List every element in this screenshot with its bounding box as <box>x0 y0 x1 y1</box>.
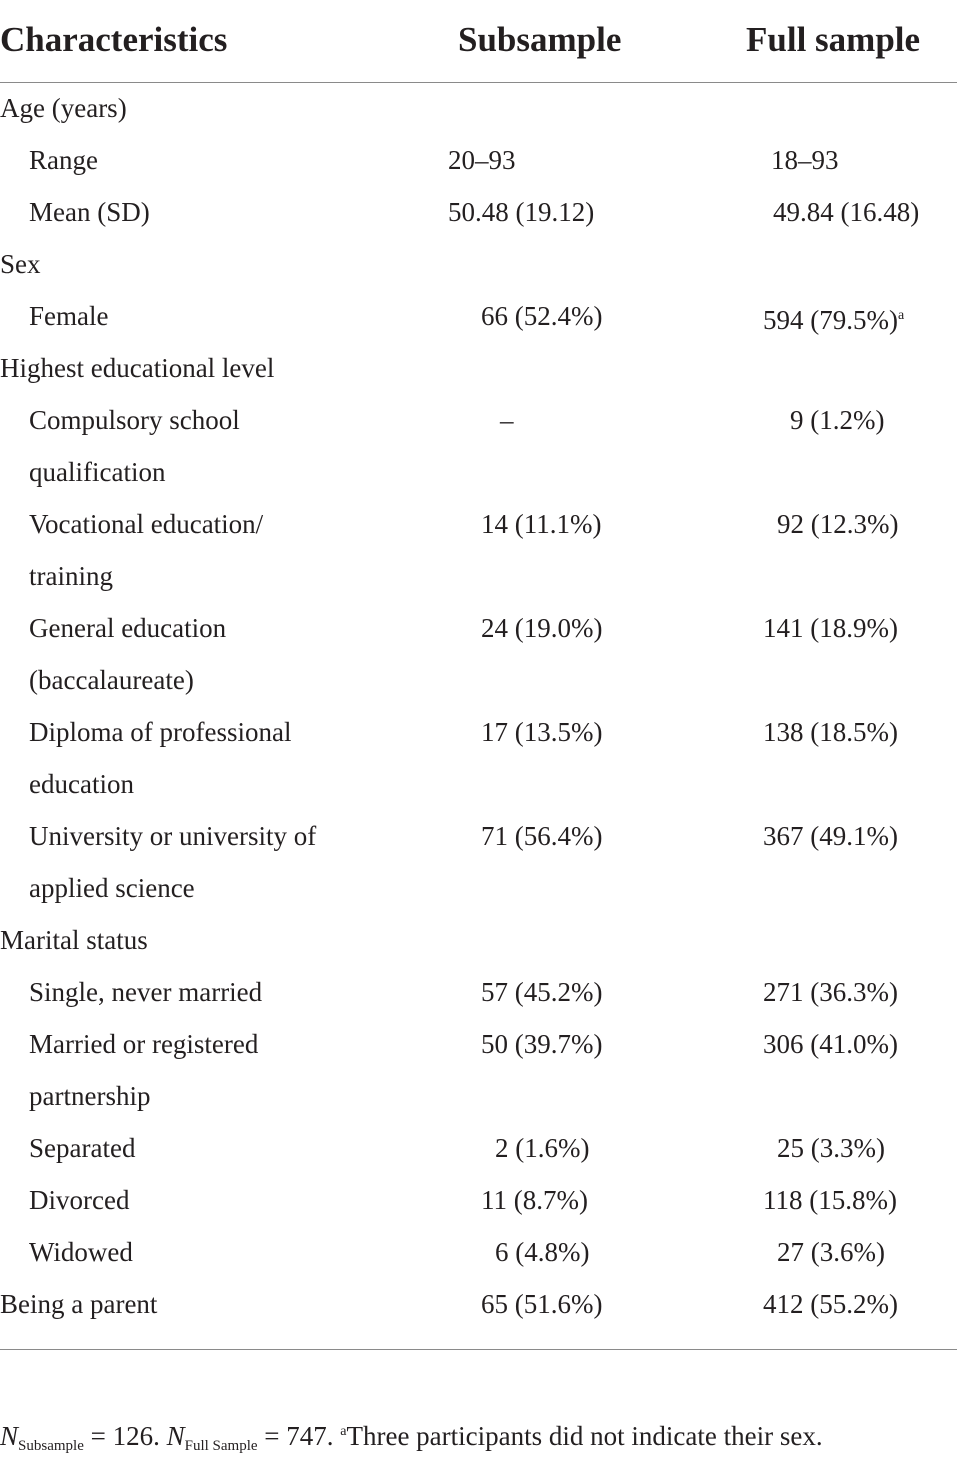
full-sample-value: 412 (55.2%) <box>763 1289 898 1319</box>
subsample-value: 66 (52.4%) <box>481 301 603 331</box>
full-sample-value: 18–93 <box>771 145 839 175</box>
subsample-value: 11 (8.7%) <box>481 1185 588 1215</box>
table-row-parent <box>0 1278 957 1330</box>
table-row-university <box>0 810 957 914</box>
row-label-continuation: applied science <box>29 873 195 903</box>
subsample-value: – <box>500 405 514 435</box>
row-label: Sex <box>0 249 41 279</box>
subsample-value: 14 (11.1%) <box>481 509 602 539</box>
table-row-diploma <box>0 706 957 810</box>
table-header <box>0 0 957 83</box>
subsample-value: 6 (4.8%) <box>495 1237 590 1267</box>
full-sample-value: 367 (49.1%) <box>763 821 898 851</box>
table-row-marital-heading <box>0 914 957 966</box>
table-row-sex-heading <box>0 238 957 290</box>
table-row-education-heading <box>0 342 957 394</box>
subsample-value: 50.48 (19.12) <box>448 197 595 227</box>
full-sample-value: 141 (18.9%) <box>763 613 898 643</box>
full-sample-value: 118 (15.8%) <box>763 1185 897 1215</box>
row-label: Range <box>29 145 98 175</box>
subsample-value: 57 (45.2%) <box>481 977 603 1007</box>
row-label: Being a parent <box>0 1289 158 1319</box>
table-row-separated <box>0 1122 957 1174</box>
subsample-value: 2 (1.6%) <box>495 1133 590 1163</box>
row-label: Single, never married <box>29 977 263 1007</box>
row-label: Marital status <box>0 925 148 955</box>
row-label-continuation: qualification <box>29 457 166 487</box>
table-row-widowed <box>0 1226 957 1278</box>
table-row-age-mean <box>0 186 957 238</box>
full-sample-value: 49.84 (16.48) <box>773 197 920 227</box>
row-label: Compulsory school <box>29 405 240 435</box>
table-row-age-heading <box>0 82 957 134</box>
subsample-value: 71 (56.4%) <box>481 821 603 851</box>
table-row-divorced <box>0 1174 957 1226</box>
table-row-compulsory-school <box>0 394 957 498</box>
subsample-value: 17 (13.5%) <box>481 717 603 747</box>
row-label: University or university of <box>29 821 317 851</box>
full-sample-value: 9 (1.2%) <box>790 405 885 435</box>
full-sample-value: 25 (3.3%) <box>777 1133 885 1163</box>
row-label: Married or registered <box>29 1029 259 1059</box>
row-label: Divorced <box>29 1185 130 1215</box>
full-sample-value: 27 (3.6%) <box>777 1237 885 1267</box>
table-footnote: $N_{Subsample} = 126$. $N_{Full Sample} = 747$. $^a$Three participants did not indicate their sex. <box>0 1421 823 1454</box>
row-label: Age (years) <box>0 93 127 123</box>
row-label: Widowed <box>29 1237 133 1267</box>
row-label: Vocational education/ <box>29 509 264 539</box>
subsample-value: 24 (19.0%) <box>481 613 603 643</box>
column-header-characteristics: Characteristics <box>0 20 228 59</box>
full-sample-value: 271 (36.3%) <box>763 977 898 1007</box>
table-row-single <box>0 966 957 1018</box>
table-row-age-range <box>0 134 957 186</box>
row-label: Highest educational level <box>0 353 275 383</box>
row-label: Diploma of professional <box>29 717 292 747</box>
column-header-full-sample: Full sample <box>746 20 921 59</box>
subsample-value: 50 (39.7%) <box>481 1029 603 1059</box>
table-bottom-rule <box>0 1349 957 1350</box>
table-row-married <box>0 1018 957 1122</box>
row-label: General education <box>29 613 227 643</box>
row-label-continuation: partnership <box>29 1081 151 1111</box>
row-label: Mean (SD) <box>29 197 150 227</box>
row-label-continuation: training <box>29 561 113 591</box>
table-row-vocational <box>0 498 957 602</box>
full-sample-value: 594 $(79.5\%)^a$ <box>763 305 905 335</box>
full-sample-value: 306 (41.0%) <box>763 1029 898 1059</box>
table-row-general-education <box>0 602 957 706</box>
subsample-value: 65 (51.6%) <box>481 1289 603 1319</box>
row-label-continuation: education <box>29 769 134 799</box>
full-sample-value: 92 (12.3%) <box>777 509 899 539</box>
table-row-female <box>0 290 957 342</box>
column-header-subsample: Subsample <box>458 20 622 59</box>
footnote-marker: a <box>897 308 905 323</box>
row-label-continuation: (baccalaureate) <box>29 665 194 695</box>
row-label: Female <box>29 301 109 331</box>
full-sample-value: 138 (18.5%) <box>763 717 898 747</box>
row-label: Separated <box>29 1133 136 1163</box>
subsample-value: 20–93 <box>448 145 516 175</box>
